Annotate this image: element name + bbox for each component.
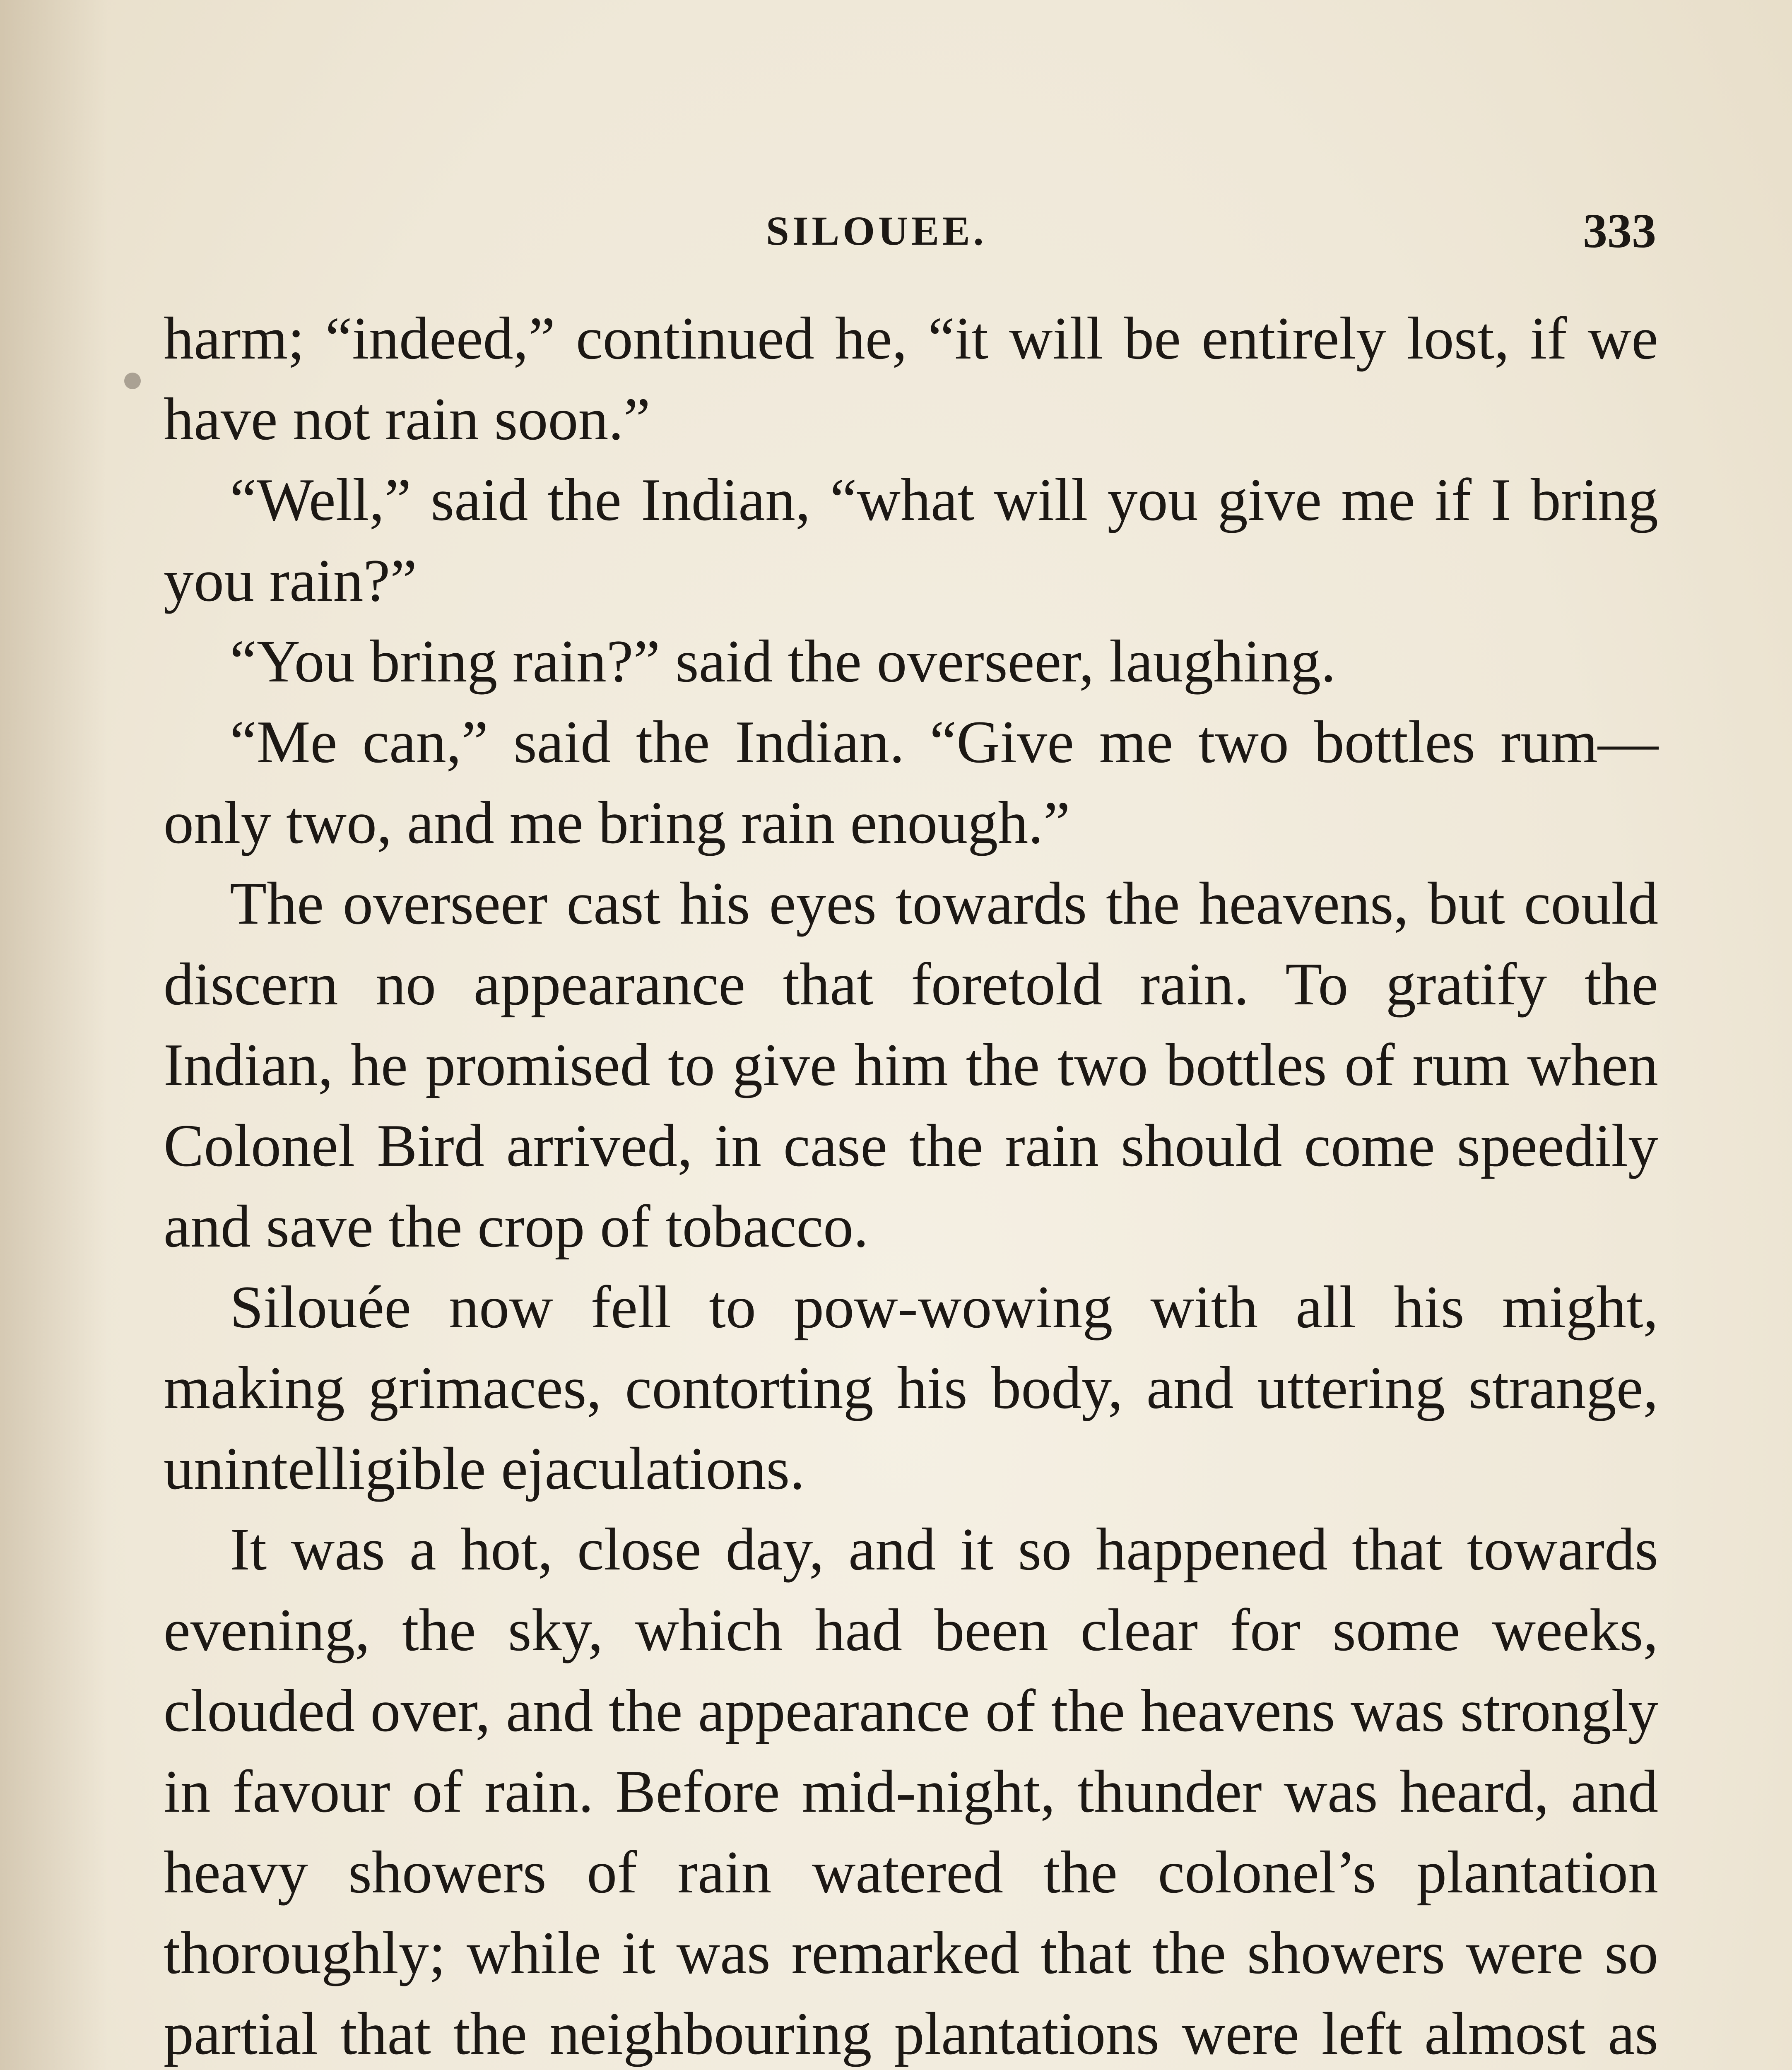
- paragraph: “You bring rain?” said the overseer, laughing.: [230, 628, 1336, 695]
- ink-spot: [124, 373, 141, 389]
- paragraph: harm; “indeed,” continued he, “it will be entirely lost, if we have not rain soon.”: [164, 305, 1658, 453]
- paragraph: It was a hot, close day, and it so happened that towards evening, the sky, which had been clear for some weeks, clouded over, and the appearance of the heavens was strongly in favour of rain. Before mid-night, thunder was heard, and heavy showers of rain watered the colonel’s plantation thoroughly; while it was remarked that the showers were so partial that the neighbouring plantations were left almost as: [164, 1516, 1658, 2067]
- paragraph: “Well,” said the Indian, “what will you give me if I bring you rain?”: [164, 466, 1658, 614]
- page-number: 333: [1583, 204, 1656, 258]
- paragraph: Silouée now fell to pow-wowing with all his might, making grimaces, contorting his body, and uttering strange, unintelligible ejaculations.: [164, 1273, 1658, 1502]
- page-header: [166, 204, 1656, 265]
- body-text: [164, 298, 1658, 2070]
- paragraph: The overseer cast his eyes towards the heavens, but could discern no appearance that foretold rain. To gratify the Indian, he promised to give him the two bottles of rum when Colonel Bird arrived, in case the rain should come speedily and save the crop of tobacco.: [164, 870, 1658, 1260]
- paragraph: “Me can,” said the Indian. “Give me two bottles rum—only two, and me bring rain enough.”: [164, 708, 1658, 856]
- running-head: SILOUEE.: [766, 208, 987, 254]
- page-gutter-shadow: [0, 0, 108, 2070]
